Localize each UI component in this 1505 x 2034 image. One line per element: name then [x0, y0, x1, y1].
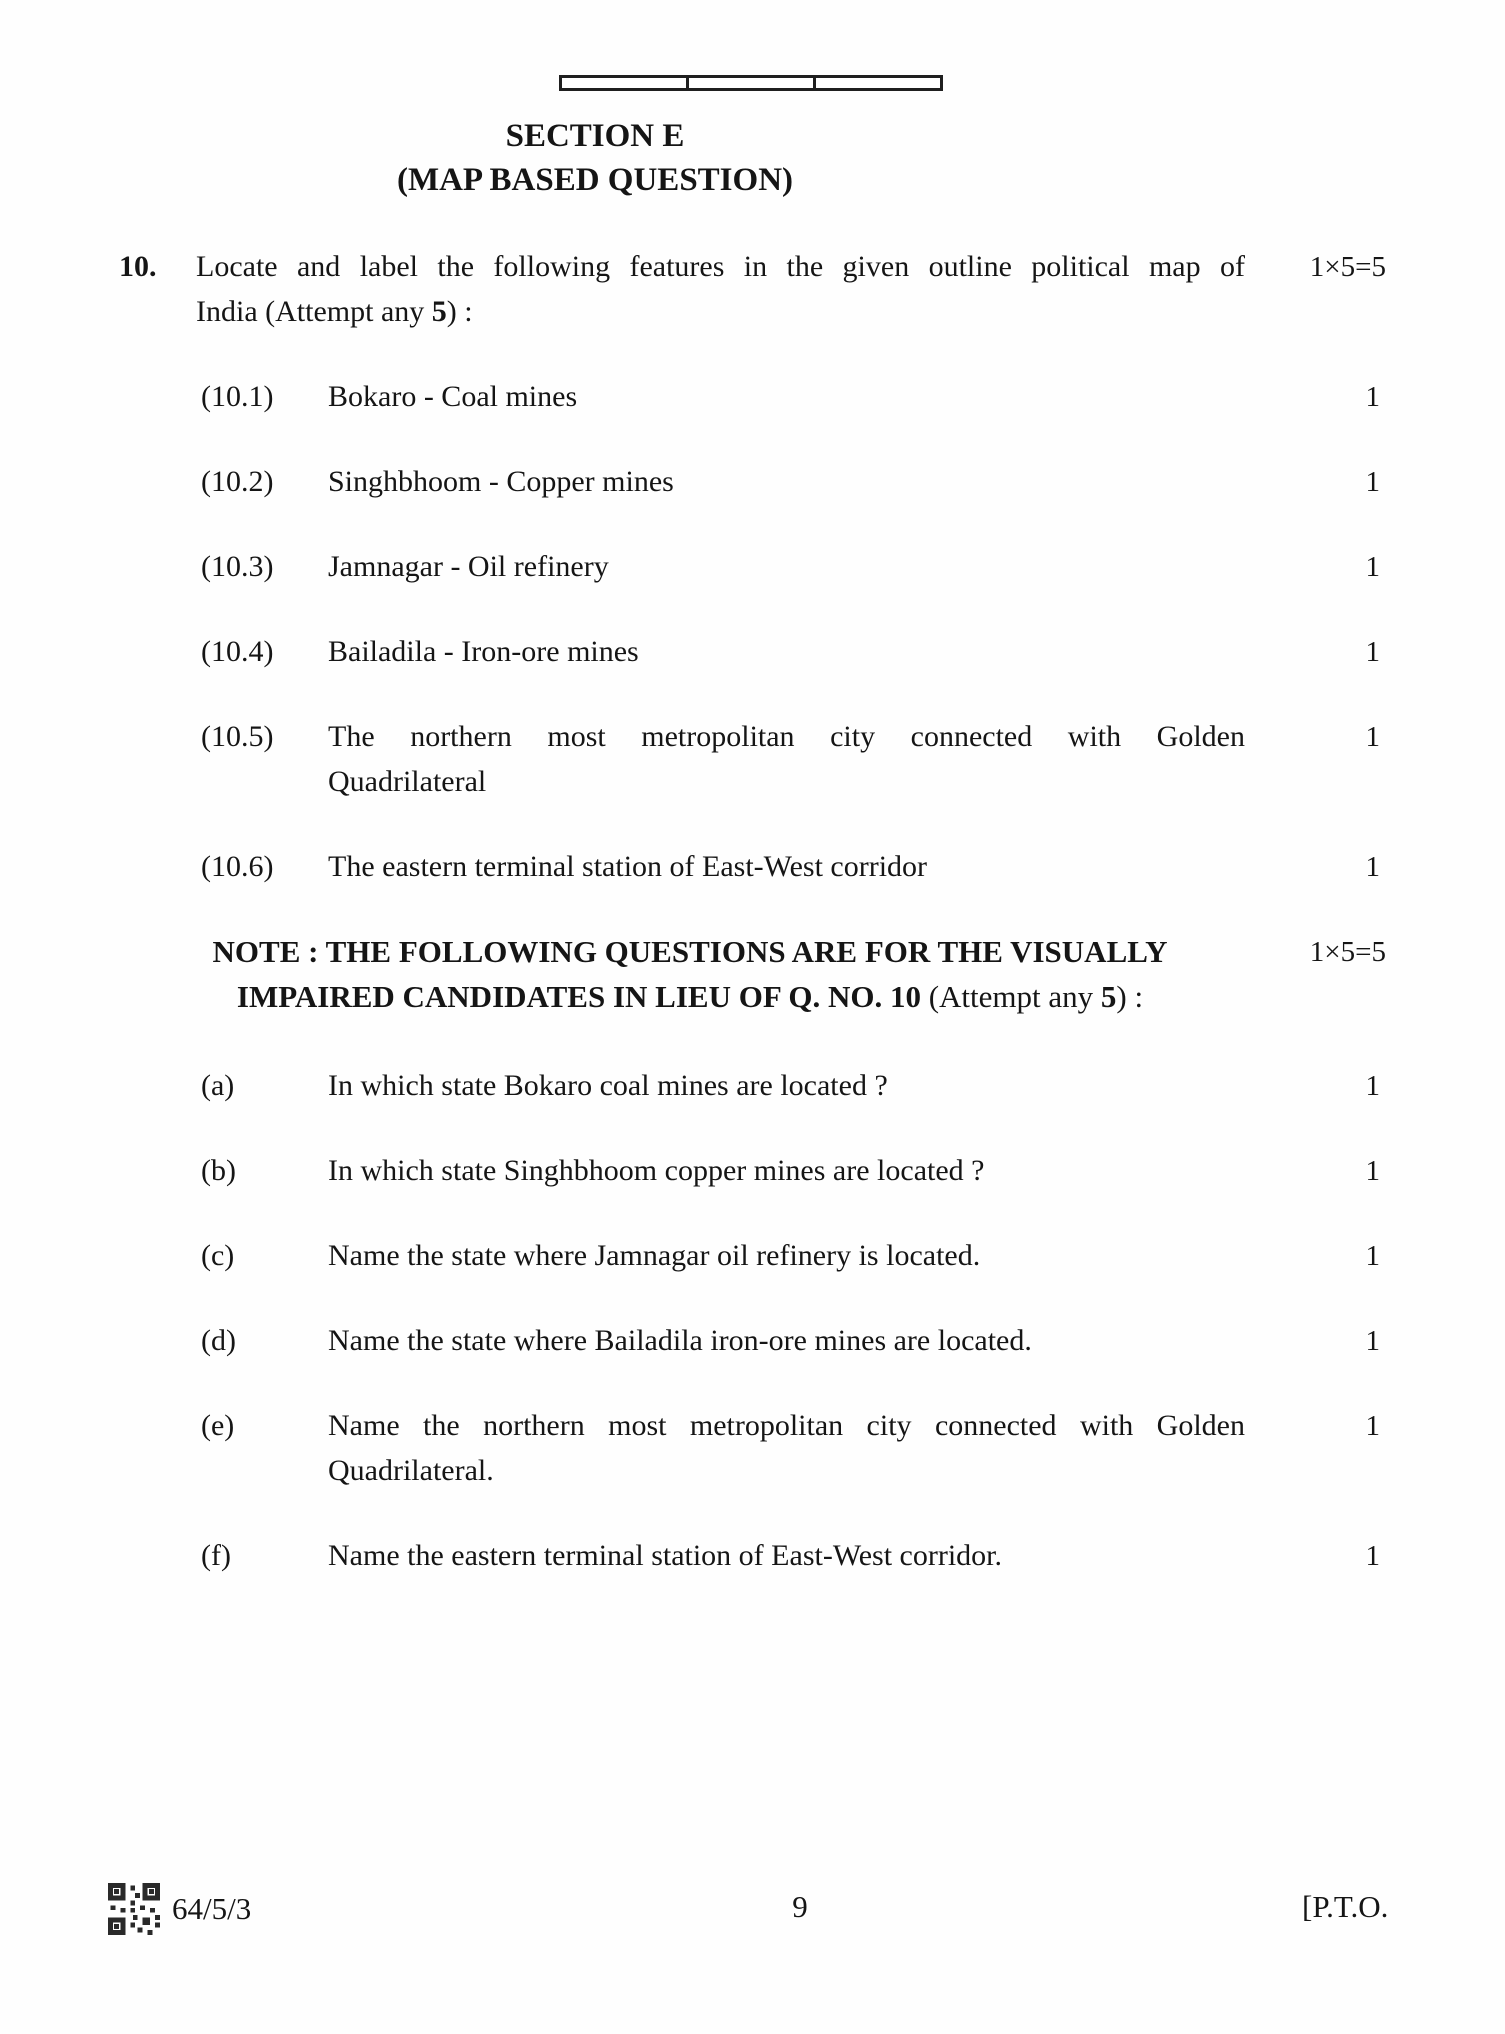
item-text-line2: Quadrilateral. [328, 1454, 494, 1487]
list-item [0, 1063, 1390, 1108]
item-marks: 1 [1365, 721, 1380, 753]
header-strip-cell [689, 78, 816, 88]
question-text [196, 244, 1245, 334]
item-number: (e) [201, 1409, 235, 1442]
item-number: (10.6) [201, 850, 274, 883]
item-number: (10.3) [201, 550, 274, 583]
section-title: SECTION E [505, 118, 685, 154]
item-number: (10.1) [201, 380, 274, 413]
page-number: 9 [792, 1889, 808, 1924]
vi-items-list [0, 1063, 1390, 1578]
header-strip-box [559, 75, 943, 91]
note-block [0, 929, 1390, 1019]
item-number: (10.5) [201, 720, 274, 753]
item-marks: 1 [1365, 1155, 1380, 1187]
item-text-line1: Name the northern most metropolitan city connected with Golden [328, 1409, 1245, 1442]
item-number: (10.2) [201, 465, 274, 498]
note-line1: NOTE : THE FOLLOWING QUESTIONS ARE FOR THE VISUALLY [212, 934, 1168, 969]
list-item [0, 374, 1390, 419]
item-number: (c) [201, 1239, 235, 1272]
item-number: (a) [201, 1069, 235, 1102]
header-strip-cell [562, 78, 689, 88]
list-item [0, 1148, 1390, 1193]
marks-badge: 1×5=5 [1309, 936, 1386, 968]
item-number: (b) [201, 1154, 236, 1187]
item-text: Singhbhoom - Copper mines [328, 465, 674, 498]
item-text: In which state Bokaro coal mines are located ? [328, 1069, 888, 1102]
item-number: (f) [201, 1539, 231, 1572]
item-marks: 1 [1365, 466, 1380, 498]
section-headings [0, 114, 1190, 202]
item-text [328, 1403, 1245, 1493]
list-item [0, 1318, 1390, 1363]
item-marks: 1 [1365, 1325, 1380, 1357]
page-footer [0, 1883, 1505, 1943]
qr-code-icon [108, 1883, 160, 1935]
item-text-line1: The northern most metropolitan city connected with Golden [328, 720, 1245, 753]
list-item [0, 1533, 1390, 1578]
item-number: (10.4) [201, 635, 274, 668]
item-text [328, 714, 1245, 804]
item-number: (d) [201, 1324, 236, 1357]
list-item [0, 844, 1390, 889]
item-marks: 1 [1365, 551, 1380, 583]
map-items-list [0, 374, 1390, 889]
item-marks: 1 [1365, 851, 1380, 883]
note-line2: IMPAIRED CANDIDATES IN LIEU OF Q. NO. 10 (Attempt any 5) : [236, 979, 1144, 1014]
header-strip-cell [816, 78, 940, 88]
item-marks: 1 [1365, 1410, 1380, 1442]
list-item [0, 544, 1390, 589]
list-item [0, 714, 1390, 804]
item-text: The eastern terminal station of East-West corridor [328, 850, 928, 883]
list-item [0, 1233, 1390, 1278]
question-10 [0, 244, 1390, 334]
item-text: Bokaro - Coal mines [328, 380, 578, 413]
paper-code: 64/5/3 [172, 1891, 252, 1926]
item-marks: 1 [1365, 1240, 1380, 1272]
list-item [0, 629, 1390, 674]
item-marks: 1 [1365, 636, 1380, 668]
item-text: Name the state where Jamnagar oil refinery is located. [328, 1239, 981, 1272]
item-marks: 1 [1365, 381, 1380, 413]
question-text-line2: India (Attempt any 5) : [196, 295, 473, 328]
item-text: Name the state where Bailadila iron-ore mines are located. [328, 1324, 1032, 1357]
note-text [0, 929, 1380, 1019]
item-text: Bailadila - Iron-ore mines [328, 635, 639, 668]
list-item [0, 459, 1390, 504]
question-text-line1: Locate and label the following features in the given outline political map of [196, 250, 1245, 283]
item-marks: 1 [1365, 1540, 1380, 1572]
question-number: 10. [119, 250, 157, 283]
list-item [0, 1403, 1390, 1493]
item-text: Name the eastern terminal station of East-West corridor. [328, 1539, 1003, 1572]
item-text: Jamnagar - Oil refinery [328, 550, 609, 583]
pto-label: [P.T.O. [1302, 1889, 1389, 1924]
item-text-line2: Quadrilateral [328, 765, 487, 798]
section-subtitle: (MAP BASED QUESTION) [396, 162, 794, 198]
item-marks: 1 [1365, 1070, 1380, 1102]
marks-badge: 1×5=5 [1309, 251, 1386, 283]
item-text: In which state Singhbhoom copper mines are located ? [328, 1154, 985, 1187]
